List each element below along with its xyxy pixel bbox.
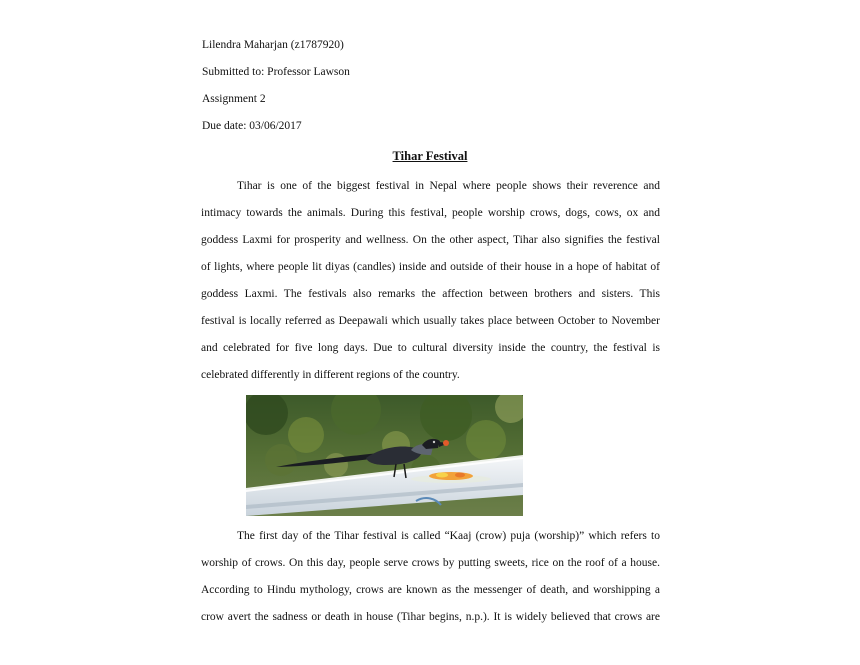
paragraph-line: and celebrated for five long days. Due to cultural diversity inside the country, the festival is [201,342,660,354]
document-title: Tihar Festival [392,149,468,163]
submitted-to-line: Submitted to: Professor Lawson [202,66,350,78]
assignment-line: Assignment 2 [202,93,266,105]
author-line: Lilendra Maharjan (z1787920) [202,39,344,51]
paragraph-line: Tihar is one of the biggest festival in Nepal where people shows their reverence and [237,180,660,192]
paragraph-line: celebrated differently in different regions of the country. [201,369,460,381]
paragraph-1 [201,176,660,392]
paragraph-line: worship of crows. On this day, people serve crows by putting sweets, rice on the roof of a house. [201,557,660,569]
paragraph-line: According to Hindu mythology, crows are known as the messenger of death, and worshipping a [201,584,660,596]
paragraph-2 [201,526,660,634]
paragraph-line: of lights, where people lit diyas (candles) inside and outside of their house in a hope of habitat of [201,261,660,273]
paragraph-line: goddess Laxmi. The festivals also remarks the affection between brothers and sisters. This [201,288,660,300]
paragraph-line: festival is locally referred as Deepawali which usually takes place between October to November [201,315,660,327]
paragraph-line: The first day of the Tihar festival is called “Kaaj (crow) puja (worship)” which refers to [237,530,660,542]
crow-photo [246,395,523,516]
paragraph-line: goddess Laxmi for prosperity and wellness. On the other aspect, Tihar also signifies the festival [201,234,660,246]
paragraph-line: intimacy towards the animals. During this festival, people worship crows, dogs, cows, ox and [201,207,660,219]
crow-image-svg [246,395,523,516]
paragraph-line: crow avert the sadness or death in house (Tihar begins, n.p.). It is widely believed that crows are [201,611,660,623]
due-date-line: Due date: 03/06/2017 [202,120,302,132]
